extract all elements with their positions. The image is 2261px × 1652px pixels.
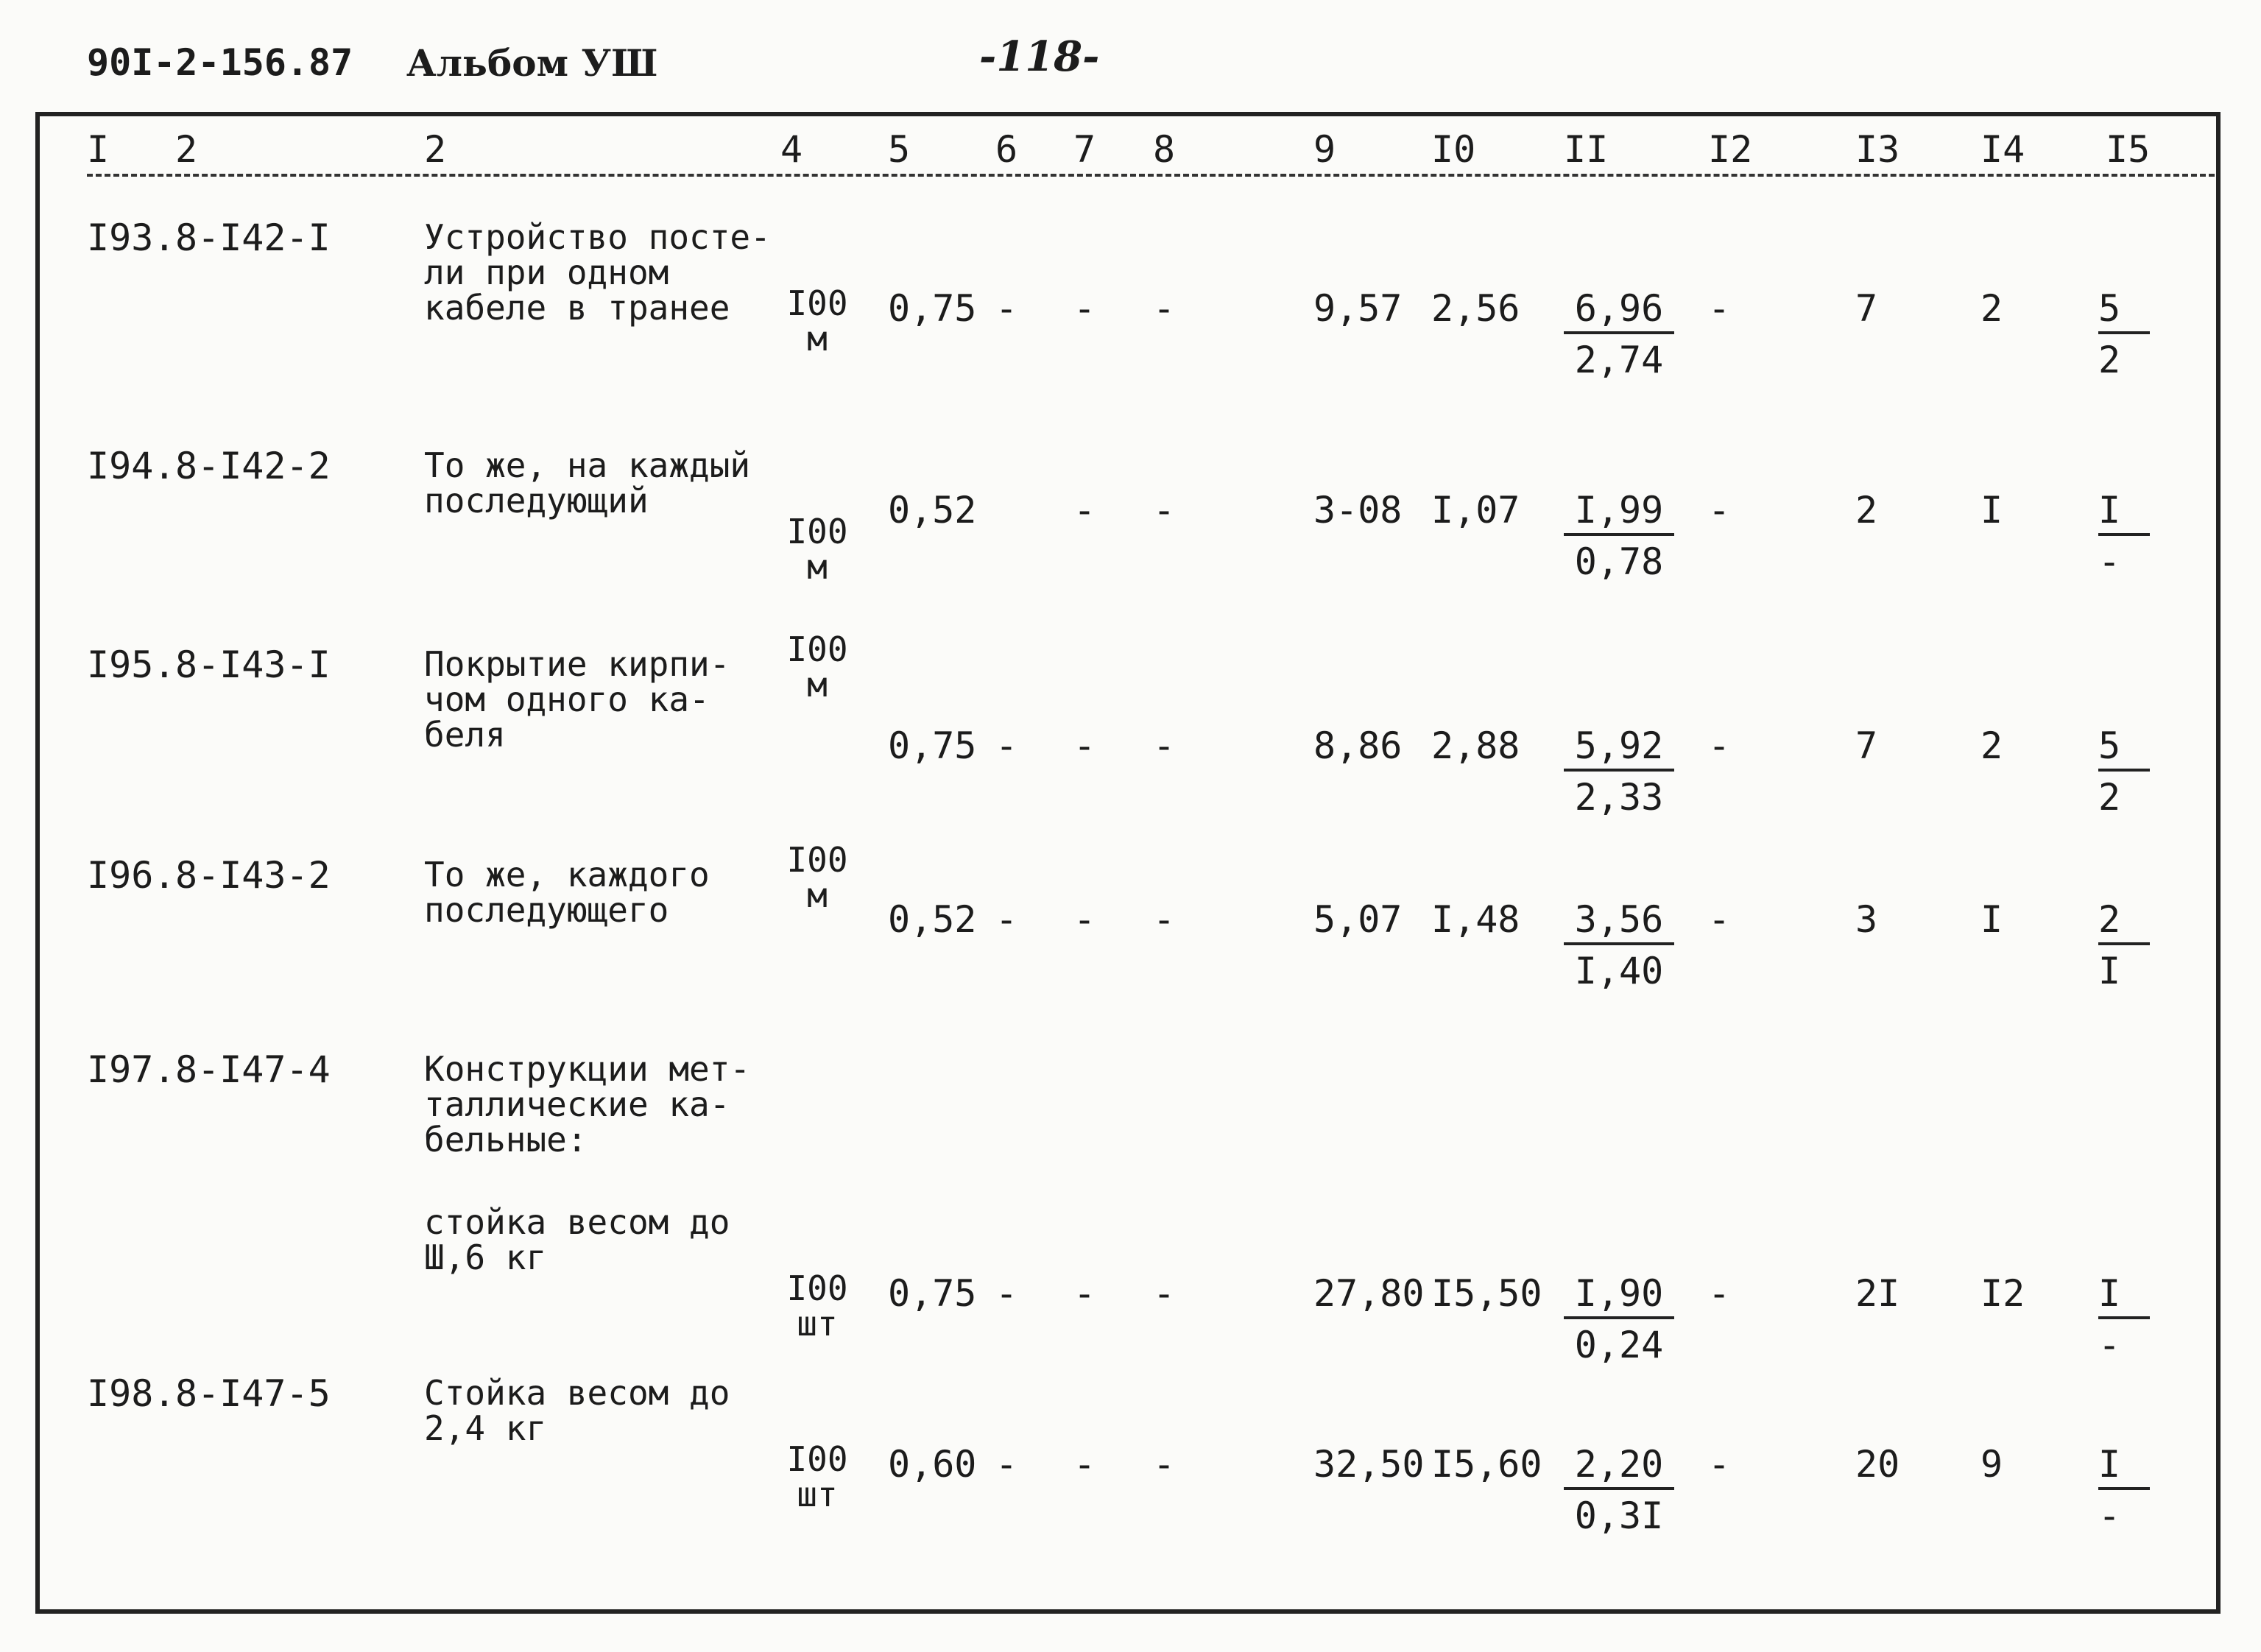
- cell-col-5: 0,75: [888, 1272, 977, 1315]
- cell-col-7: -: [1073, 724, 1096, 767]
- fraction-denominator: 0,24: [1574, 1324, 1664, 1366]
- cell-col-14: 9: [1980, 1443, 2003, 1486]
- norm-code: 8-I43-I: [175, 643, 331, 686]
- column-header: II: [1564, 128, 1609, 171]
- cell-col-14: 2: [1980, 287, 2003, 330]
- row-number: I94.: [87, 445, 176, 487]
- cell-col-13: 7: [1855, 724, 1878, 767]
- fraction-denominator: I: [2098, 950, 2121, 992]
- work-description: Покрытие кирпи- чом одного ка- беля: [424, 644, 730, 755]
- column-header: 5: [888, 128, 911, 171]
- fraction-numerator: 2,20: [1564, 1446, 1674, 1490]
- cell-col-12: -: [1708, 724, 1731, 767]
- fraction-col-15: [2098, 1443, 2165, 1537]
- fraction-numerator: I: [2098, 1446, 2150, 1490]
- row-number: I98.: [87, 1372, 176, 1415]
- unit: I00 м: [786, 283, 848, 359]
- cell-col-6: -: [995, 287, 1018, 330]
- document-code: 90I-2-156.87: [87, 41, 353, 84]
- cell-col-10: I5,60: [1431, 1443, 1542, 1486]
- cell-col-6: -: [995, 1272, 1018, 1315]
- column-header: 8: [1153, 128, 1176, 171]
- cell-col-13: 7: [1855, 287, 1878, 330]
- unit: I00 м: [786, 512, 848, 587]
- fraction-numerator: 5: [2098, 290, 2150, 334]
- column-header: I3: [1855, 128, 1900, 171]
- work-description: Конструкции мет- таллические ка- бельные:: [424, 1049, 751, 1159]
- fraction-denominator: 0,3I: [1574, 1494, 1664, 1537]
- cell-col-8: -: [1153, 489, 1176, 532]
- work-description: То же, на каждый последующий: [424, 445, 751, 520]
- cell-col-14: I: [1980, 489, 2003, 532]
- cell-col-9: 3-08: [1313, 489, 1403, 532]
- cell-col-5: 0,52: [888, 898, 977, 941]
- cell-col-5: 0,52: [888, 489, 977, 532]
- unit: I00 м: [786, 840, 848, 915]
- fraction-col-11: [1564, 724, 1674, 819]
- column-header: 4: [780, 128, 803, 171]
- column-header: I: [87, 128, 110, 171]
- norm-code: 8-I47-5: [175, 1372, 331, 1415]
- cell-col-12: -: [1708, 898, 1731, 941]
- column-header: 2: [175, 128, 198, 171]
- cell-col-10: I,07: [1431, 489, 1520, 532]
- cell-col-13: 3: [1855, 898, 1878, 941]
- table-frame: [35, 112, 2221, 1614]
- cell-col-9: 27,80: [1313, 1272, 1425, 1315]
- fraction-denominator: 0,78: [1574, 540, 1664, 583]
- work-description: То же, каждого последующего: [424, 855, 710, 930]
- column-header: 7: [1073, 128, 1096, 171]
- column-header-underline: [87, 174, 2215, 177]
- fraction-denominator: 2,74: [1574, 339, 1664, 381]
- cell-col-10: 2,88: [1431, 724, 1520, 767]
- fraction-numerator: 3,56: [1564, 901, 1674, 945]
- cell-col-5: 0,75: [888, 724, 977, 767]
- fraction-col-15: [2098, 898, 2165, 992]
- fraction-numerator: I,90: [1564, 1275, 1674, 1319]
- fraction-numerator: 5: [2098, 727, 2150, 772]
- column-header: I5: [2106, 128, 2151, 171]
- cell-col-13: 20: [1855, 1443, 1900, 1486]
- fraction-denominator: -: [2098, 1324, 2121, 1366]
- fraction-denominator: -: [2098, 1494, 2121, 1537]
- cell-col-7: -: [1073, 1272, 1096, 1315]
- fraction-numerator: 2: [2098, 901, 2150, 945]
- cell-col-12: -: [1708, 1272, 1731, 1315]
- cell-col-5: 0,75: [888, 287, 977, 330]
- cell-col-14: I: [1980, 898, 2003, 941]
- fraction-col-11: [1564, 1443, 1674, 1537]
- fraction-denominator: 2,33: [1574, 776, 1664, 819]
- norm-code: 8-I42-I: [175, 216, 331, 259]
- work-description: Стойка весом до 2,4 кг: [424, 1373, 730, 1448]
- row-number: I97.: [87, 1048, 176, 1091]
- column-header: I0: [1431, 128, 1476, 171]
- norm-code: 8-I43-2: [175, 854, 331, 897]
- cell-col-8: -: [1153, 287, 1176, 330]
- work-description: Устройство посте- ли при одном кабеле в транее: [424, 217, 771, 328]
- unit: I00 шт: [786, 1439, 848, 1514]
- fraction-numerator: I,99: [1564, 492, 1674, 536]
- cell-col-13: 2: [1855, 489, 1878, 532]
- cell-col-10: 2,56: [1431, 287, 1520, 330]
- cell-col-10: I,48: [1431, 898, 1520, 941]
- column-header: 2: [424, 128, 447, 171]
- fraction-col-11: [1564, 1272, 1674, 1366]
- fraction-col-11: [1564, 898, 1674, 992]
- cell-col-7: -: [1073, 898, 1096, 941]
- cell-col-8: -: [1153, 1443, 1176, 1486]
- column-header: 6: [995, 128, 1018, 171]
- page-number: -118-: [979, 32, 1100, 81]
- norm-code: 8-I42-2: [175, 445, 331, 487]
- cell-col-9: 9,57: [1313, 287, 1403, 330]
- cell-col-7: -: [1073, 287, 1096, 330]
- cell-col-8: -: [1153, 898, 1176, 941]
- cell-col-13: 2I: [1855, 1272, 1900, 1315]
- fraction-denominator: -: [2098, 540, 2121, 583]
- fraction-numerator: 6,96: [1564, 290, 1674, 334]
- cell-col-6: -: [995, 724, 1018, 767]
- fraction-denominator: I,40: [1574, 950, 1664, 992]
- cell-col-14: 2: [1980, 724, 2003, 767]
- cell-col-12: -: [1708, 1443, 1731, 1486]
- cell-col-10: I5,50: [1431, 1272, 1542, 1315]
- norm-code: 8-I47-4: [175, 1048, 331, 1091]
- cell-col-9: 8,86: [1313, 724, 1403, 767]
- cell-col-9: 5,07: [1313, 898, 1403, 941]
- column-header: 9: [1313, 128, 1336, 171]
- cell-col-7: -: [1073, 489, 1096, 532]
- column-header: I4: [1980, 128, 2025, 171]
- cell-col-6: -: [995, 898, 1018, 941]
- fraction-col-15: [2098, 489, 2165, 583]
- cell-col-6: -: [995, 1443, 1018, 1486]
- column-header: I2: [1708, 128, 1753, 171]
- fraction-denominator: 2: [2098, 776, 2121, 819]
- fraction-numerator: 5,92: [1564, 727, 1674, 772]
- fraction-col-15: [2098, 724, 2165, 819]
- album-label: Альбом УШ: [406, 41, 658, 85]
- cell-col-12: -: [1708, 489, 1731, 532]
- row-number: I96.: [87, 854, 176, 897]
- cell-col-7: -: [1073, 1443, 1096, 1486]
- work-description: стойка весом до Ш,6 кг: [424, 1202, 730, 1277]
- fraction-numerator: I: [2098, 492, 2150, 536]
- unit: I00 шт: [786, 1268, 848, 1344]
- fraction-denominator: 2: [2098, 339, 2121, 381]
- row-number: I93.: [87, 216, 176, 259]
- fraction-col-15: [2098, 287, 2165, 381]
- cell-col-5: 0,60: [888, 1443, 977, 1486]
- cell-col-14: I2: [1980, 1272, 2025, 1315]
- cell-col-9: 32,50: [1313, 1443, 1425, 1486]
- row-number: I95.: [87, 643, 176, 686]
- cell-col-8: -: [1153, 1272, 1176, 1315]
- unit: I00 м: [786, 629, 848, 705]
- fraction-numerator: I: [2098, 1275, 2150, 1319]
- cell-col-8: -: [1153, 724, 1176, 767]
- cell-col-12: -: [1708, 287, 1731, 330]
- fraction-col-11: [1564, 489, 1674, 583]
- fraction-col-15: [2098, 1272, 2165, 1366]
- fraction-col-11: [1564, 287, 1674, 381]
